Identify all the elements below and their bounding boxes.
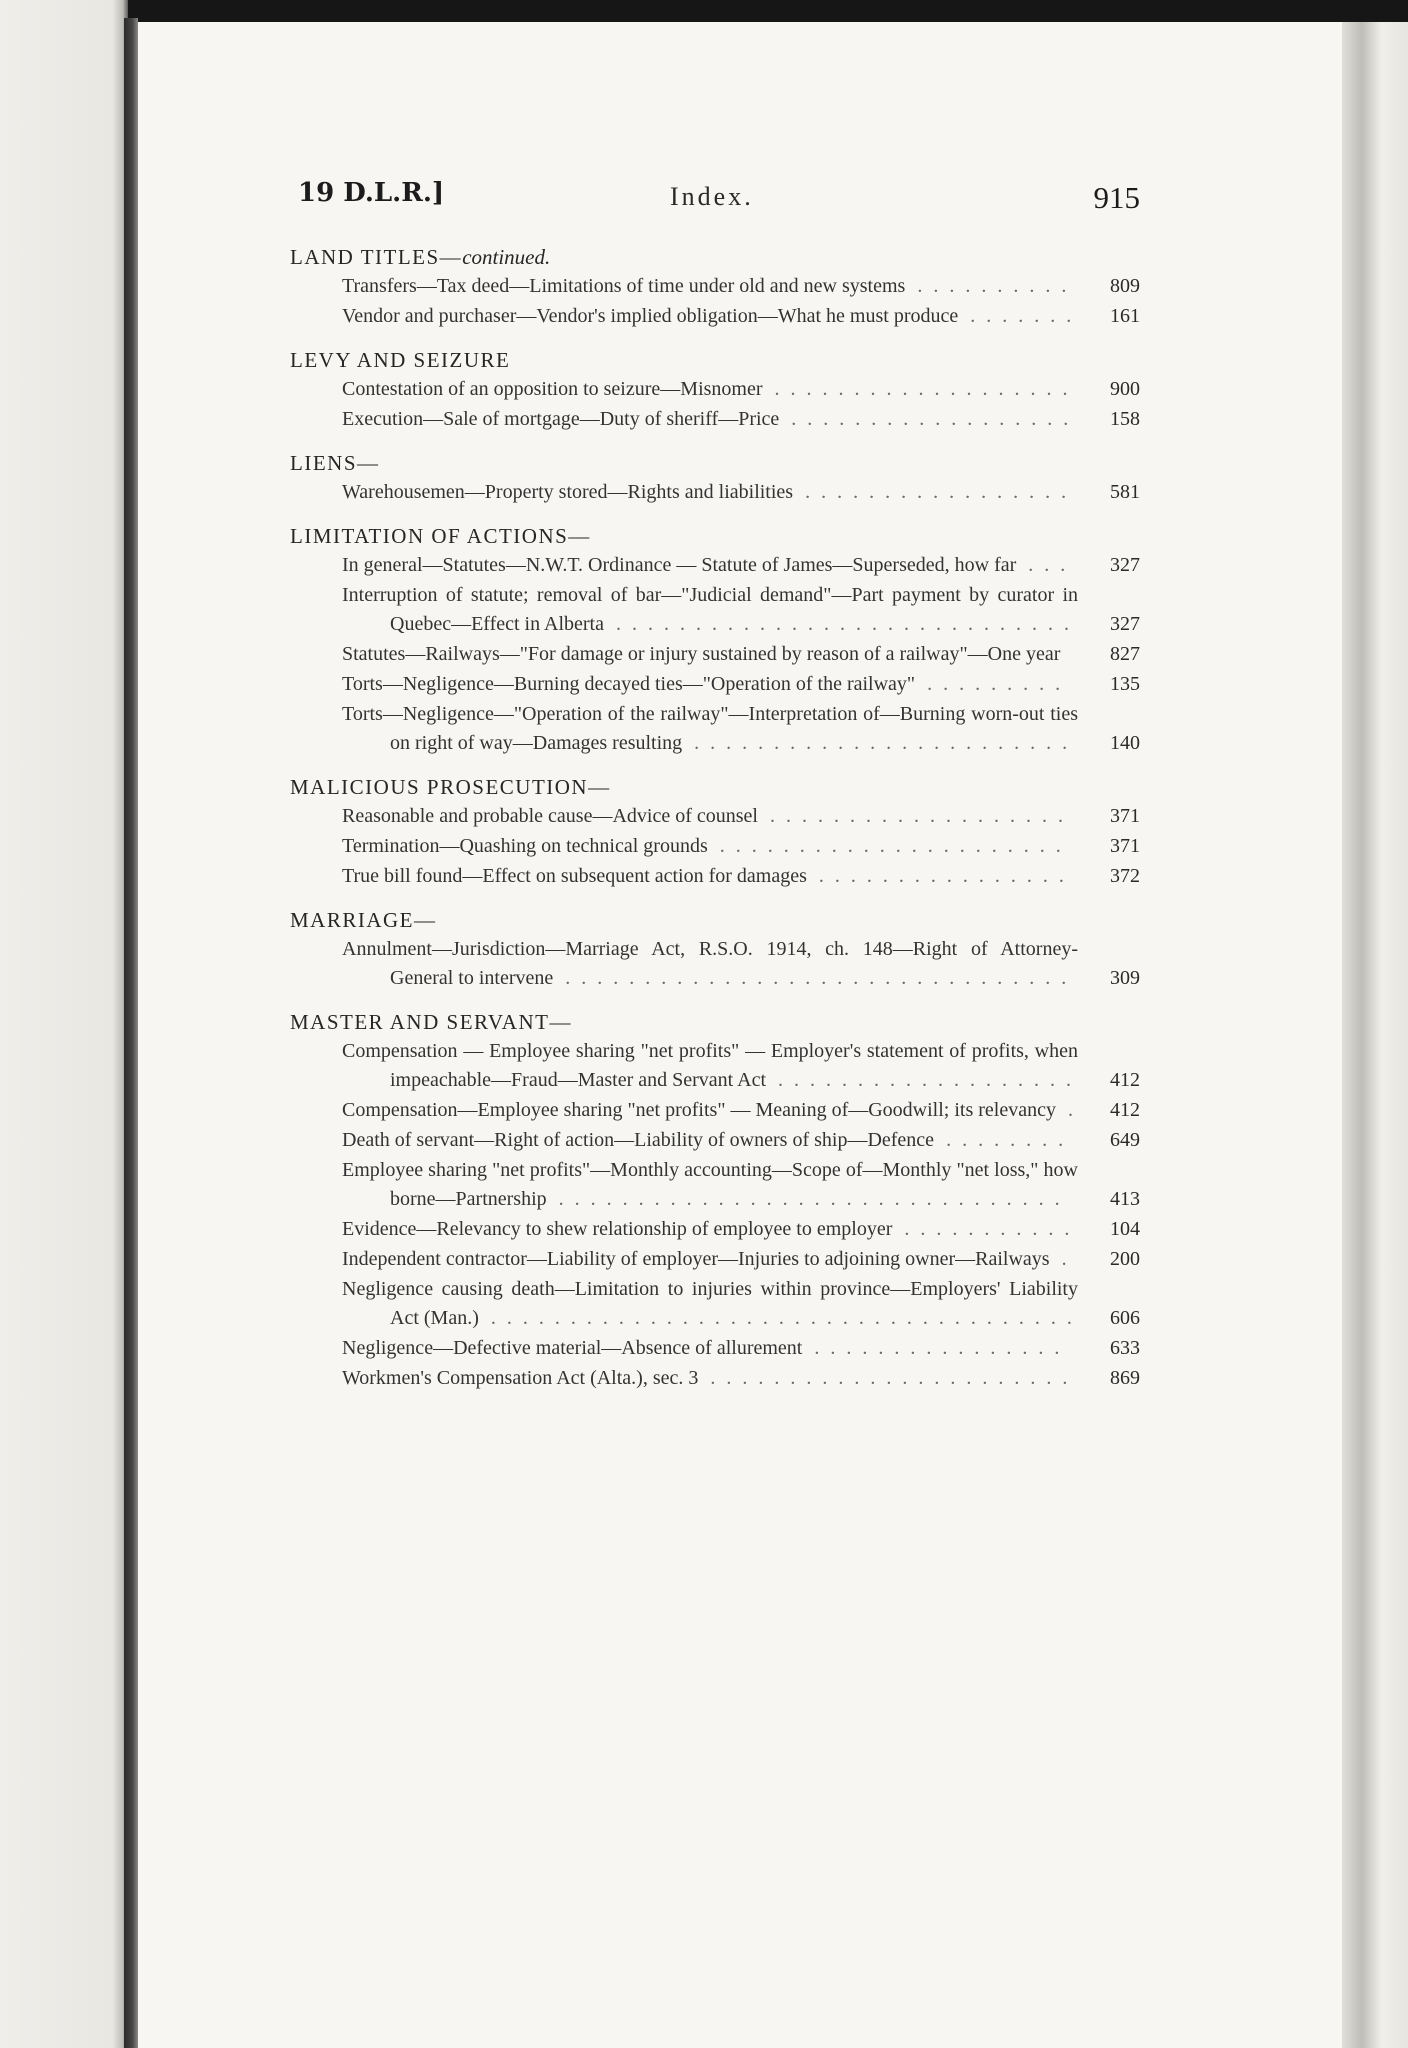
index-section	[290, 772, 1140, 891]
entry-page-number: 809	[1110, 275, 1140, 297]
index-entry	[342, 862, 1140, 891]
entry-page-number: 412	[1110, 1099, 1140, 1121]
index-entry	[342, 478, 1140, 507]
entry-page-number: 869	[1110, 1367, 1140, 1389]
entry-page-number: 104	[1110, 1218, 1140, 1240]
index-entry	[342, 375, 1140, 404]
leader-dots: .	[1053, 1248, 1070, 1270]
index-section	[290, 905, 1140, 993]
index-entry	[342, 302, 1140, 331]
index-section	[290, 345, 1140, 434]
entry-text: Negligence—Defective material—Absence of allurement	[342, 1337, 806, 1359]
entry-text: Workmen's Compensation Act (Alta.), sec. 3	[342, 1367, 702, 1389]
entry-page-number: 135	[1110, 673, 1140, 695]
index-entry	[342, 935, 1140, 993]
section-heading	[290, 448, 1140, 478]
section-heading	[290, 345, 1140, 375]
leader-dots: . . . . . . . . . . . . . . . . . . . . . . . . . . . . . . . .	[550, 1188, 1063, 1210]
index-entry	[342, 1364, 1140, 1393]
entry-page-number: 412	[1110, 1069, 1140, 1091]
section-heading	[290, 905, 1140, 935]
entry-text: Contestation of an opposition to seizure—Misnomer	[342, 378, 767, 400]
volume-label: 19 D.L.R.]	[298, 178, 445, 208]
section-heading-text: LEVY AND SEIZURE	[290, 348, 511, 372]
entry-page-number: 372	[1110, 865, 1140, 887]
page-edge-right	[1342, 22, 1408, 2048]
index-content	[290, 242, 1140, 1393]
leader-dots: . . . . . . . . . . . . . . . . . . .	[761, 805, 1066, 827]
index-entry	[342, 551, 1140, 580]
index-section	[290, 242, 1140, 331]
leader-dots: . . . . . . . . . . . . . . . . . . . . . . .	[702, 1367, 1071, 1389]
index-entry	[342, 1245, 1140, 1274]
entry-page-number: 413	[1110, 1188, 1140, 1210]
index-section	[290, 448, 1140, 507]
entry-text: Compensation — Employee sharing "net profits" — Employer's statement of profits, when impeachable—Fraud—Master and Servant Act	[342, 1040, 1078, 1091]
index-entry	[342, 1126, 1140, 1155]
page-title: Index.	[670, 182, 754, 211]
leader-dots: . . . . . . . . . . .	[896, 1218, 1073, 1240]
leader-dots: . . . . . . . . .	[919, 673, 1064, 695]
entry-page-number: 606	[1110, 1307, 1140, 1329]
section-heading	[290, 772, 1140, 802]
entry-text: Interruption of statute; removal of bar—"Judicial demand"—Part payment by curator in Quebec—Effect in Alberta	[342, 584, 1078, 635]
leader-dots: . . . . . . . . . . . . . . . . . . .	[766, 378, 1071, 400]
facing-page-edge	[0, 0, 128, 2048]
leader-dots: .	[1059, 1099, 1076, 1121]
index-entry	[342, 405, 1140, 434]
entry-text: Statutes—Railways—"For damage or injury sustained by reason of a railway"—One year	[342, 643, 1064, 665]
section-heading-text: MARRIAGE—	[290, 908, 437, 932]
section-heading-text: MASTER AND SERVANT—	[290, 1010, 572, 1034]
entry-text: Compensation—Employee sharing "net profits" — Meaning of—Goodwill; its relevancy	[342, 1099, 1060, 1121]
entry-page-number: 161	[1110, 305, 1140, 327]
index-entry	[342, 1275, 1140, 1333]
entry-page-number: 827	[1110, 643, 1140, 665]
entry-text: True bill found—Effect on subsequent action for damages	[342, 865, 811, 887]
entry-text: Reasonable and probable cause—Advice of counsel	[342, 805, 762, 827]
index-entry	[342, 700, 1140, 758]
entry-text: Annulment—Jurisdiction—Marriage Act, R.S.O. 1914, ch. 148—Right of Attorney-General to intervene	[342, 938, 1078, 989]
scan-top-edge	[0, 0, 1408, 22]
entry-page-number: 200	[1110, 1248, 1140, 1270]
leader-dots: . . . . . . . .	[938, 1129, 1067, 1151]
leader-dots: . . . . . . . . . . . . . . . . . .	[783, 408, 1072, 430]
entry-page-number: 158	[1110, 408, 1140, 430]
section-heading	[290, 1007, 1140, 1037]
book-binding	[124, 18, 138, 2048]
entry-page-number: 327	[1110, 554, 1140, 576]
index-entry	[342, 640, 1140, 669]
entry-page-number: 649	[1110, 1129, 1140, 1151]
entry-page-number: 633	[1110, 1337, 1140, 1359]
entry-page-number: 140	[1110, 732, 1140, 754]
entry-text: Termination—Quashing on technical grounds	[342, 835, 712, 857]
entry-page-number: 309	[1110, 967, 1140, 989]
leader-dots: . . . . . . . . . . . . . . . .	[806, 1337, 1063, 1359]
leader-dots: . . . . . . . . . . . . . . . . . . . . . . . . . . . . . . . .	[557, 967, 1070, 989]
section-heading-text: LIENS—	[290, 451, 380, 475]
leader-dots: . . . . . . . . . . . . . . . . . . . . . . . .	[686, 732, 1071, 754]
section-heading	[290, 521, 1140, 551]
index-entry	[342, 832, 1140, 861]
entry-text: Death of servant—Right of action—Liability of owners of ship—Defence	[342, 1129, 938, 1151]
leader-dots: . . . . . . . . . . . . . . . . . . . . . . . . . . . . . . . . . . . . .	[482, 1307, 1075, 1329]
page-number: 915	[1093, 180, 1140, 215]
section-heading-text: LAND TITLES—	[290, 245, 463, 269]
entry-text: Employee sharing "net profits"—Monthly accounting—Scope of—Monthly "net loss," how borne—Partnership	[342, 1159, 1078, 1210]
entry-page-number: 327	[1110, 613, 1140, 635]
leader-dots: . . . . . . . . . . . . . . . . . . . . . . . . . . . . .	[607, 613, 1072, 635]
entry-text: Negligence causing death—Limitation to injuries within province—Employers' Liability Act (Man.)	[342, 1278, 1078, 1329]
leader-dots: . . . . . . . . . . . . . . . . . . . . . .	[711, 835, 1064, 857]
entry-text: Evidence—Relevancy to shew relationship of employee to employer	[342, 1218, 896, 1240]
entry-text: Torts—Negligence—Burning decayed ties—"Operation of the railway"	[342, 673, 919, 695]
index-entry	[342, 1096, 1140, 1125]
section-heading-text: LIMITATION OF ACTIONS—	[290, 524, 591, 548]
entry-page-number: 581	[1110, 481, 1140, 503]
heading-continued: continued.	[462, 245, 551, 269]
entry-text: Torts—Negligence—"Operation of the railway"—Interpretation of—Burning worn-out ties on right of way—Damages resulting	[342, 703, 1078, 754]
index-entry	[342, 802, 1140, 831]
index-entry	[342, 1037, 1140, 1095]
entry-text: Vendor and purchaser—Vendor's implied obligation—What he must produce	[342, 305, 962, 327]
leader-dots: . . .	[1020, 554, 1069, 576]
leader-dots: . . . . . . .	[962, 305, 1075, 327]
entry-text: Transfers—Tax deed—Limitations of time under old and new systems	[342, 275, 909, 297]
entry-text: In general—Statutes—N.W.T. Ordinance — Statute of James—Superseded, how far	[342, 554, 1020, 576]
entry-text: Warehousemen—Property stored—Rights and liabilities	[342, 481, 797, 503]
leader-dots: . . . . . . . . . . . . . . . . . . .	[770, 1069, 1074, 1091]
index-entry	[342, 581, 1140, 639]
index-section	[290, 521, 1140, 758]
entry-page-number: 371	[1110, 835, 1140, 857]
index-section	[290, 1007, 1140, 1393]
running-header	[298, 178, 1140, 224]
leader-dots: . . . . . . . . . . . . . . . . .	[797, 481, 1070, 503]
index-entry	[342, 670, 1140, 699]
section-heading-text: MALICIOUS PROSECUTION—	[290, 775, 611, 799]
index-entry	[342, 1156, 1140, 1214]
index-entry	[342, 1334, 1140, 1363]
entry-page-number: 371	[1110, 805, 1140, 827]
entry-text: Independent contractor—Liability of employer—Injuries to adjoining owner—Railways	[342, 1248, 1054, 1270]
leader-dots: . . . . . . . . . . . . . . . .	[810, 865, 1067, 887]
entry-page-number: 900	[1110, 378, 1140, 400]
section-heading	[290, 242, 1140, 272]
index-entry	[342, 1215, 1140, 1244]
index-entry	[342, 272, 1140, 301]
leader-dots: . . . . . . . . . .	[909, 275, 1070, 297]
entry-text: Execution—Sale of mortgage—Duty of sheriff—Price	[342, 408, 783, 430]
